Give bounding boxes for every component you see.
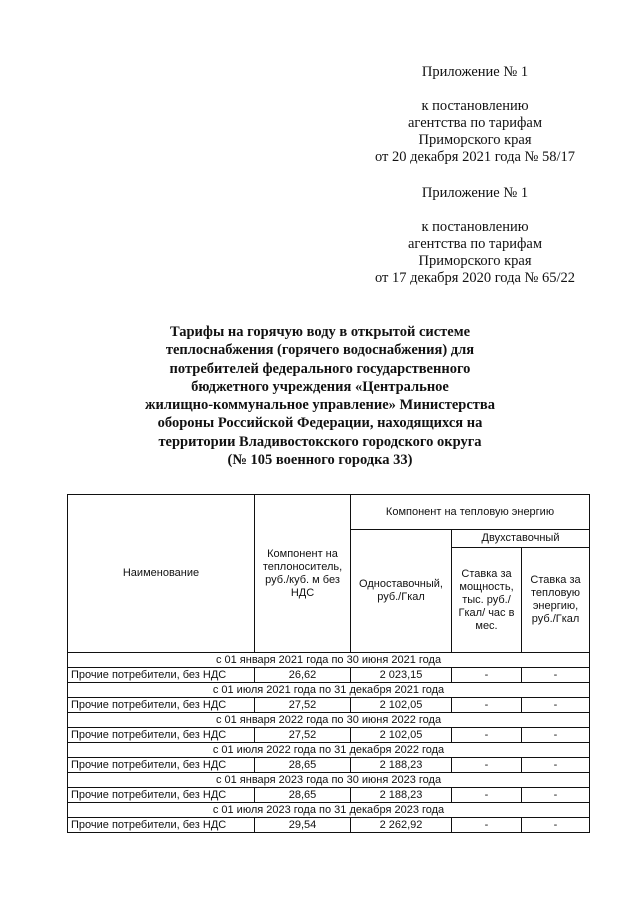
consumer-name: Прочие потребители, без НДС — [68, 818, 255, 833]
capacity-rate-value: - — [452, 668, 522, 683]
energy-rate-value: - — [522, 758, 590, 773]
consumer-name: Прочие потребители, без НДС — [68, 758, 255, 773]
energy-rate-value: - — [522, 698, 590, 713]
header-capacity-rate: Ставка за мощность, тыс. руб./Гкал/ час в мес. — [452, 548, 522, 653]
header-two-part: Двухставочный — [452, 530, 590, 548]
header-energy-rate: Ставка за тепловую энергию, руб./Гкал — [522, 548, 590, 653]
period-label: с 01 июля 2022 года по 31 декабря 2022 года — [68, 743, 590, 758]
appendix-line: Приморского края — [418, 132, 532, 148]
capacity-rate-value: - — [452, 788, 522, 803]
appendix-block-2 — [360, 185, 590, 287]
appendix-heading: Приложение № 1 — [421, 64, 529, 80]
energy-rate-value: - — [522, 728, 590, 743]
coolant-value: 27,52 — [255, 728, 351, 743]
coolant-value: 29,54 — [255, 818, 351, 833]
header-name: Наименование — [68, 495, 255, 653]
consumer-name: Прочие потребители, без НДС — [68, 668, 255, 683]
energy-rate-value: - — [522, 818, 590, 833]
appendix-line: к постановлению — [421, 98, 529, 114]
appendix-line: от 20 декабря 2021 года № 58/17 — [374, 149, 576, 165]
single-rate-value: 2 188,23 — [351, 758, 452, 773]
coolant-value: 27,52 — [255, 698, 351, 713]
title-line: (№ 105 военного городка 33) — [227, 452, 413, 469]
single-rate-value: 2 102,05 — [351, 698, 452, 713]
consumer-name: Прочие потребители, без НДС — [68, 728, 255, 743]
table-row — [68, 758, 590, 773]
document-title — [145, 323, 495, 469]
title-line: Тарифы на горячую воду в открытой системе — [169, 324, 471, 340]
title-line: бюджетного учреждения «Центральное — [191, 378, 449, 395]
coolant-value: 26,62 — [255, 668, 351, 683]
header-thermal: Компонент на тепловую энергию — [351, 495, 590, 530]
appendix-heading: Приложение № 1 — [421, 185, 529, 201]
appendix-line: Приморского края — [418, 253, 532, 269]
title-line: жилищно-коммунальное управление» Министерства — [145, 397, 495, 414]
header-single-rate: Одноставочный, руб./Гкал — [351, 530, 452, 653]
period-label: с 01 января 2021 года по 30 июня 2021 года — [68, 653, 590, 668]
energy-rate-value: - — [522, 668, 590, 683]
title-line: теплоснабжения (горячего водоснабжения) для — [165, 342, 475, 359]
appendix-line: агентства по тарифам — [408, 236, 542, 252]
title-line: обороны Российской Федерации, находящихся на — [157, 415, 483, 432]
table-row — [68, 818, 590, 833]
appendix-line: к постановлению — [421, 219, 529, 235]
consumer-name: Прочие потребители, без НДС — [68, 698, 255, 713]
period-label: с 01 января 2022 года по 30 июня 2022 года — [68, 713, 590, 728]
header-coolant: Компонент на теплоноситель, руб./куб. м без НДС — [255, 495, 351, 653]
capacity-rate-value: - — [452, 698, 522, 713]
table-row — [68, 788, 590, 803]
period-label: с 01 июля 2023 года по 31 декабря 2023 года — [68, 803, 590, 818]
coolant-value: 28,65 — [255, 788, 351, 803]
period-label: с 01 января 2023 года по 30 июня 2023 года — [68, 773, 590, 788]
single-rate-value: 2 262,92 — [351, 818, 452, 833]
period-label: с 01 июля 2021 года по 31 декабря 2021 года — [68, 683, 590, 698]
title-line: территории Владивостокского городского округа — [158, 433, 482, 450]
table-row — [68, 698, 590, 713]
single-rate-value: 2 188,23 — [351, 788, 452, 803]
coolant-value: 28,65 — [255, 758, 351, 773]
tariff-table — [67, 494, 590, 833]
capacity-rate-value: - — [452, 818, 522, 833]
single-rate-value: 2 102,05 — [351, 728, 452, 743]
appendix-line: от 17 декабря 2020 года № 65/22 — [374, 270, 576, 286]
energy-rate-value: - — [522, 788, 590, 803]
table-row — [68, 728, 590, 743]
capacity-rate-value: - — [452, 728, 522, 743]
title-line: потребителей федерального государственного — [169, 360, 471, 377]
appendix-line: агентства по тарифам — [408, 115, 542, 131]
table-row — [68, 668, 590, 683]
appendix-block-1 — [360, 64, 590, 166]
consumer-name: Прочие потребители, без НДС — [68, 788, 255, 803]
single-rate-value: 2 023,15 — [351, 668, 452, 683]
capacity-rate-value: - — [452, 758, 522, 773]
